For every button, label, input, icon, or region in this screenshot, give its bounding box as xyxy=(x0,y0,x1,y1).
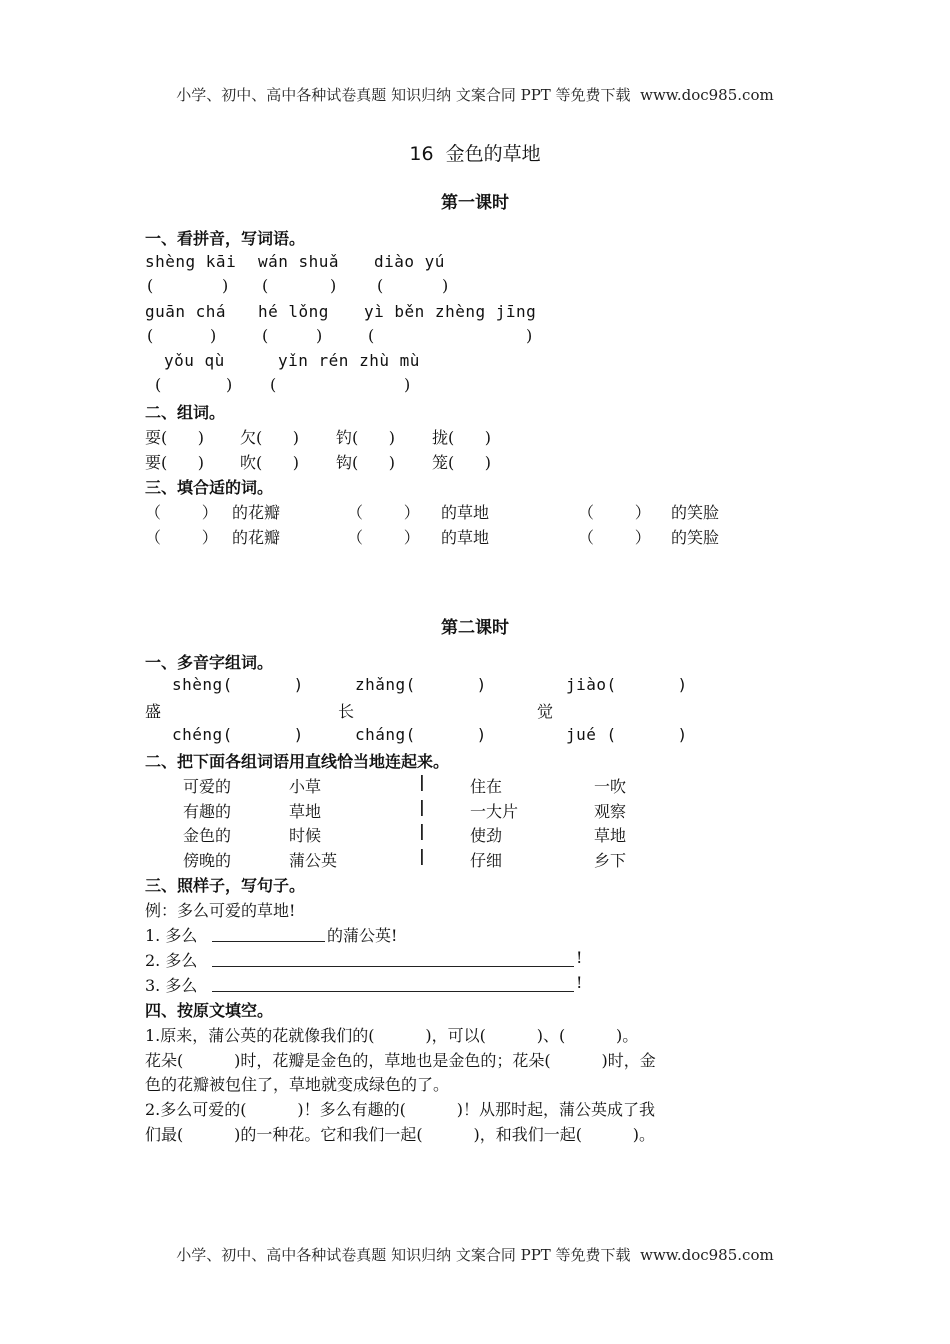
duoyin-top[interactable]: zhǎng( ) xyxy=(355,675,487,694)
fill-word: 的笑脸 xyxy=(671,503,720,522)
sentence-answer-line[interactable] xyxy=(212,941,325,942)
fill-word: 的笑脸 xyxy=(671,528,720,547)
answer-box-open[interactable]: ( xyxy=(262,276,269,295)
answer-box-open[interactable]: ( xyxy=(377,276,384,295)
pinyin-yinrenzhumu: yǐn rén zhù mù xyxy=(278,351,420,370)
sentence-suffix: ! xyxy=(576,973,583,992)
page-footer: 小学、初中、高中各种试卷真题 知识归纳 文案合同 PPT 等免费下载 www.doc985.com xyxy=(176,1246,774,1264)
zuci-item[interactable]: 欠( ) xyxy=(240,428,300,447)
column-divider: | xyxy=(419,797,425,816)
duoyin-top[interactable]: jiào( ) xyxy=(566,675,688,694)
fill-blank[interactable]: （ ） xyxy=(347,528,420,547)
fill-blank[interactable]: （ ） xyxy=(578,528,651,547)
example-sentence: 例：多么可爱的草地! xyxy=(145,901,296,920)
l1-s1-heading: 一、看拼音，写词语。 xyxy=(145,229,306,248)
match-word[interactable]: 乡下 xyxy=(594,851,627,870)
lesson2-heading: 第二课时 xyxy=(441,618,509,638)
cloze-line[interactable]: 1.原来，蒲公英的花就像我们的( )，可以( )、( )。 xyxy=(145,1026,639,1045)
answer-box-close: ) xyxy=(210,326,217,345)
fill-blank[interactable]: （ ） xyxy=(347,503,420,522)
match-word[interactable]: 草地 xyxy=(594,826,627,845)
duoyin-bottom[interactable]: jué ( ) xyxy=(566,725,688,744)
zuci-item[interactable]: 笼( ) xyxy=(432,453,492,472)
zuci-item[interactable]: 吹( ) xyxy=(240,453,300,472)
answer-box-open[interactable]: ( xyxy=(262,326,269,345)
sentence-suffix: ! xyxy=(576,948,583,967)
cloze-line[interactable]: 2.多么可爱的( )！多么有趣的( )！从那时起，蒲公英成了我 xyxy=(145,1100,655,1119)
l1-s2-heading: 二、组词。 xyxy=(145,403,226,422)
l2-s3-heading: 三、照样子，写句子。 xyxy=(145,876,306,895)
column-divider: | xyxy=(419,846,425,865)
l1-s3-heading: 三、填合适的词。 xyxy=(145,478,274,497)
answer-box-close: ) xyxy=(226,375,233,394)
duoyin-bottom[interactable]: cháng( ) xyxy=(355,725,487,744)
pinyin-yibenzhengjing: yì běn zhèng jīng xyxy=(364,302,537,321)
fill-blank[interactable]: （ ） xyxy=(578,503,651,522)
l2-s2-heading: 二、把下面各组词语用直线恰当地连起来。 xyxy=(145,752,450,771)
match-word[interactable]: 可爱的 xyxy=(183,777,232,796)
answer-box-close: ) xyxy=(316,326,323,345)
fill-word: 的花瓣 xyxy=(232,528,281,547)
duoyin-char: 长 xyxy=(338,702,355,721)
sentence-prefix: 3. 多么 xyxy=(145,976,198,995)
match-word[interactable]: 观察 xyxy=(594,802,627,821)
answer-box-close: ) xyxy=(404,375,411,394)
match-word[interactable]: 小草 xyxy=(289,777,322,796)
page-title: 16 金色的草地 xyxy=(409,143,541,165)
answer-box-close: ) xyxy=(526,326,533,345)
match-word[interactable]: 时候 xyxy=(289,826,322,845)
cloze-line[interactable]: 花朵( )时，花瓣是金色的，草地也是金色的；花朵( )时，金 xyxy=(145,1051,656,1070)
match-word[interactable]: 住在 xyxy=(470,777,503,796)
pinyin-youqu: yǒu qù xyxy=(164,351,225,370)
pinyin-shengkai: shèng kāi xyxy=(145,252,237,271)
match-word[interactable]: 傍晚的 xyxy=(183,851,232,870)
match-word[interactable]: 一大片 xyxy=(470,802,519,821)
l2-s1-heading: 一、多音字组词。 xyxy=(145,653,274,672)
zuci-item[interactable]: 耍( ) xyxy=(145,428,205,447)
answer-box-open[interactable]: ( xyxy=(368,326,375,345)
fill-word: 的草地 xyxy=(441,503,490,522)
answer-box-close: ) xyxy=(222,276,229,295)
zuci-item[interactable]: 要( ) xyxy=(145,453,205,472)
match-word[interactable]: 有趣的 xyxy=(183,802,232,821)
match-word[interactable]: 蒲公英 xyxy=(289,851,338,870)
zuci-item[interactable]: 拢( ) xyxy=(432,428,492,447)
l2-s4-heading: 四、按原文填空。 xyxy=(145,1001,274,1020)
sentence-answer-line[interactable] xyxy=(212,991,574,992)
column-divider: | xyxy=(419,821,425,840)
zuci-item[interactable]: 钓( ) xyxy=(336,428,396,447)
match-word[interactable]: 仔细 xyxy=(470,851,503,870)
sentence-answer-line[interactable] xyxy=(212,966,574,967)
duoyin-char: 觉 xyxy=(537,702,554,721)
fill-blank[interactable]: （ ） xyxy=(145,528,218,547)
pinyin-helong: hé lǒng xyxy=(258,302,329,321)
sentence-prefix: 2. 多么 xyxy=(145,951,198,970)
duoyin-top[interactable]: shèng( ) xyxy=(172,675,304,694)
answer-box-open[interactable]: ( xyxy=(270,375,277,394)
match-word[interactable]: 草地 xyxy=(289,802,322,821)
duoyin-char: 盛 xyxy=(145,702,162,721)
pinyin-diaoyu: diào yú xyxy=(374,252,445,271)
answer-box-open[interactable]: ( xyxy=(155,375,162,394)
cloze-line[interactable]: 们最( )的一种花。它和我们一起( )，和我们一起( )。 xyxy=(145,1125,656,1144)
answer-box-close: ) xyxy=(330,276,337,295)
answer-box-open[interactable]: ( xyxy=(147,326,154,345)
sentence-prefix: 1. 多么 xyxy=(145,926,198,945)
match-word[interactable]: 金色的 xyxy=(183,826,232,845)
fill-blank[interactable]: （ ） xyxy=(145,503,218,522)
fill-word: 的花瓣 xyxy=(232,503,281,522)
fill-word: 的草地 xyxy=(441,528,490,547)
lesson1-heading: 第一课时 xyxy=(441,193,509,213)
cloze-line: 色的花瓣被包住了，草地就变成绿色的了。 xyxy=(145,1075,450,1094)
sentence-suffix: 的蒲公英! xyxy=(327,926,398,945)
page-header: 小学、初中、高中各种试卷真题 知识归纳 文案合同 PPT 等免费下载 www.doc985.com xyxy=(176,86,774,104)
pinyin-guancha: guān chá xyxy=(145,302,227,321)
zuci-item[interactable]: 钩( ) xyxy=(336,453,396,472)
answer-box-close: ) xyxy=(442,276,449,295)
duoyin-bottom[interactable]: chéng( ) xyxy=(172,725,304,744)
match-word[interactable]: 一吹 xyxy=(594,777,627,796)
answer-box-open[interactable]: ( xyxy=(147,276,154,295)
column-divider: | xyxy=(419,772,425,791)
match-word[interactable]: 使劲 xyxy=(470,826,503,845)
pinyin-wanshua: wán shuǎ xyxy=(258,252,340,271)
